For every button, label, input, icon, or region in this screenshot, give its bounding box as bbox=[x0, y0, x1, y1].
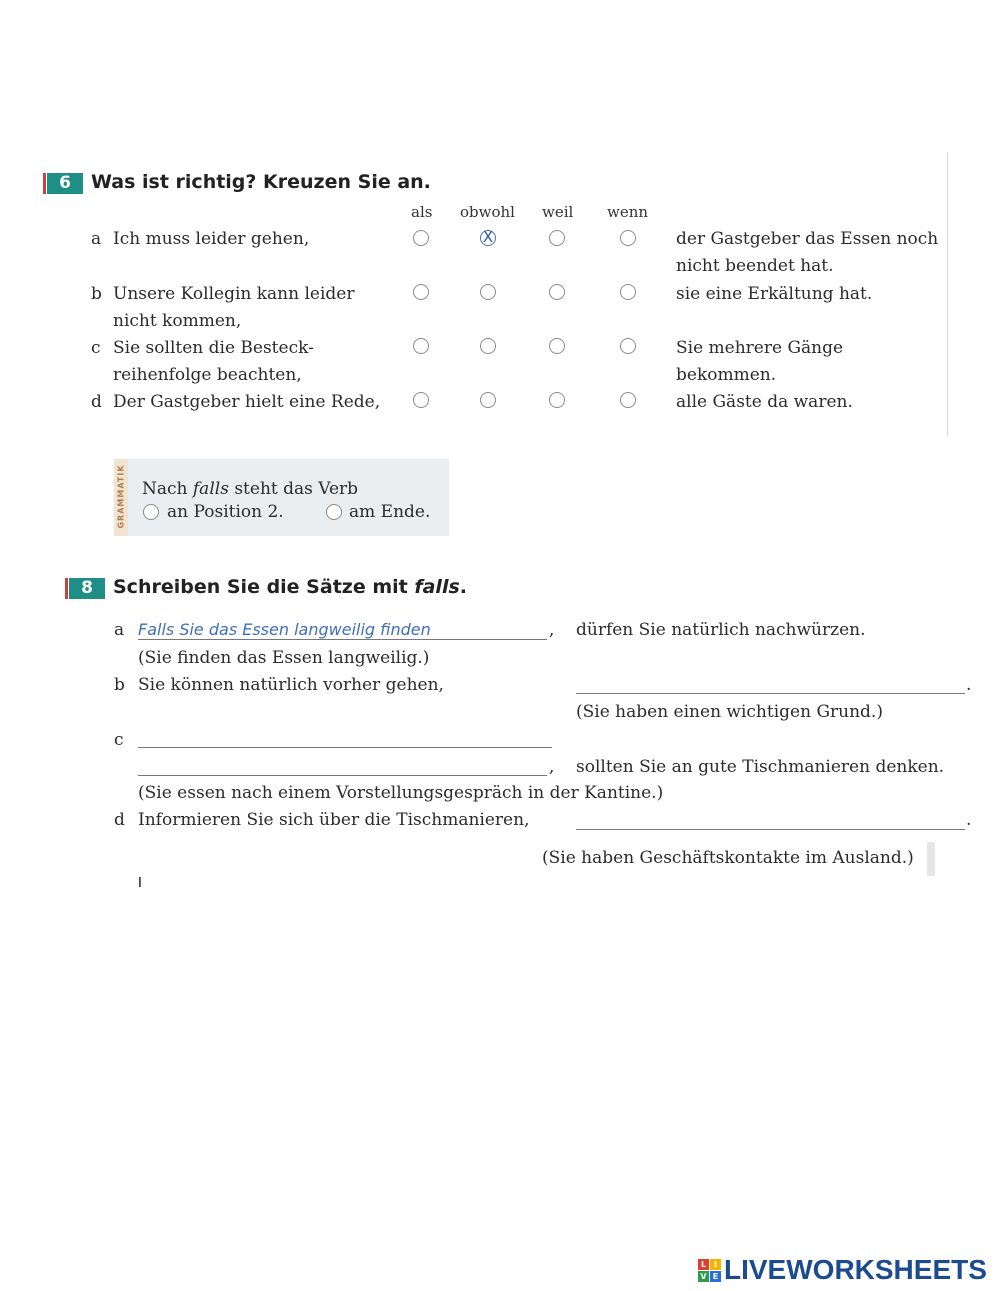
column-header-als: als bbox=[411, 203, 433, 221]
row-d-radio-als[interactable] bbox=[413, 392, 429, 408]
row-c-radio-wenn[interactable] bbox=[620, 338, 636, 354]
grammar-rule-prefix: Nach bbox=[142, 479, 193, 499]
grammar-rule-suffix: steht das Verb bbox=[228, 479, 359, 499]
row-c-letter: c bbox=[91, 338, 101, 358]
item-d-letter: d bbox=[114, 810, 125, 830]
column-header-weil: weil bbox=[542, 203, 574, 221]
logo-icon-i: I bbox=[710, 1259, 721, 1270]
item-b-hint: (Sie haben einen wichtigen Grund.) bbox=[576, 702, 883, 722]
grammar-rule bbox=[142, 479, 358, 499]
item-c-answer-input-1[interactable] bbox=[138, 747, 552, 748]
row-d-radio-obwohl[interactable] bbox=[480, 392, 496, 408]
item-a-main: dürfen Sie natürlich nachwürzen. bbox=[576, 620, 866, 640]
item-c-comma: , bbox=[549, 757, 555, 777]
item-a-answer-input[interactable]: Falls Sie das Essen langweilig finden bbox=[138, 620, 431, 639]
item-b-letter: b bbox=[114, 675, 125, 695]
row-b-radio-wenn[interactable] bbox=[620, 284, 636, 300]
item-c-answer-input-2[interactable] bbox=[138, 775, 547, 776]
row-a-letter: a bbox=[91, 229, 102, 249]
grammar-tag bbox=[112, 462, 130, 530]
exercise-6-title: Was ist richtig? Kreuzen Sie an. bbox=[91, 171, 431, 193]
item-b-main: Sie können natürlich vorher gehen, bbox=[138, 675, 444, 695]
logo-icon-e: E bbox=[710, 1271, 721, 1282]
row-c-start-1: Sie sollten die Besteck- bbox=[113, 338, 314, 358]
grammar-rule-keyword: falls bbox=[192, 479, 229, 499]
exercise-8-title-prefix: Schreiben Sie die Sätze mit bbox=[113, 576, 415, 598]
row-c-end-2: bekommen. bbox=[676, 365, 777, 385]
row-b-radio-obwohl[interactable] bbox=[480, 284, 496, 300]
item-d-answer-input[interactable] bbox=[576, 829, 965, 830]
logo-icon bbox=[698, 1259, 721, 1282]
row-d-letter: d bbox=[91, 392, 102, 412]
exercise-8-number: 8 bbox=[69, 578, 105, 599]
item-d-period: . bbox=[966, 810, 972, 830]
exercise-8-title-keyword: falls bbox=[414, 576, 460, 598]
item-c-hint: (Sie essen nach einem Vorstellungsgespräch in der Kantine.) bbox=[138, 783, 664, 803]
item-d-hint: (Sie haben Geschäftskontakte im Ausland.) bbox=[542, 848, 914, 868]
row-b-end: sie eine Erkältung hat. bbox=[676, 284, 873, 304]
item-b-answer-input[interactable] bbox=[576, 693, 965, 694]
item-d-main: Informieren Sie sich über die Tischmanieren, bbox=[138, 810, 530, 830]
row-b-start-1: Unsere Kollegin kann leider bbox=[113, 284, 355, 304]
column-header-wenn: wenn bbox=[607, 203, 649, 221]
row-c-end-1: Sie mehrere Gänge bbox=[676, 338, 844, 358]
row-d-radio-weil[interactable] bbox=[549, 392, 565, 408]
column-header-obwohl: obwohl bbox=[460, 203, 515, 221]
row-d-start: Der Gastgeber hielt eine Rede, bbox=[113, 392, 381, 412]
row-a-start: Ich muss leider gehen, bbox=[113, 229, 310, 249]
grammar-option-position-2: an Position 2. bbox=[167, 502, 284, 522]
row-c-radio-obwohl[interactable] bbox=[480, 338, 496, 354]
item-a-letter: a bbox=[114, 620, 125, 640]
item-a-answer-line bbox=[138, 639, 547, 640]
exercise-8-title-suffix: . bbox=[459, 576, 467, 598]
item-c-letter: c bbox=[114, 730, 124, 750]
liveworksheets-logo[interactable] bbox=[698, 1255, 987, 1285]
row-d-radio-wenn[interactable] bbox=[620, 392, 636, 408]
row-c-start-2: reihenfolge beachten, bbox=[113, 365, 302, 385]
row-a-radio-als[interactable] bbox=[413, 230, 429, 246]
row-a-end-2: nicht beendet hat. bbox=[676, 256, 834, 276]
item-c-main: sollten Sie an gute Tischmanieren denken. bbox=[576, 757, 945, 777]
row-c-radio-weil[interactable] bbox=[549, 338, 565, 354]
logo-text: LIVEWORKSHEETS bbox=[724, 1254, 987, 1285]
page-edge-line bbox=[947, 152, 948, 436]
row-a-end-1: der Gastgeber das Essen noch bbox=[676, 229, 939, 249]
text-cursor: I bbox=[138, 876, 142, 891]
row-d-end: alle Gäste da waren. bbox=[676, 392, 853, 412]
grammar-option-end: am Ende. bbox=[349, 502, 431, 522]
row-b-radio-als[interactable] bbox=[413, 284, 429, 300]
row-c-radio-als[interactable] bbox=[413, 338, 429, 354]
scroll-marker bbox=[927, 842, 935, 876]
grammar-tag-label: GRAMMATIK bbox=[116, 463, 126, 529]
row-b-start-2: nicht kommen, bbox=[113, 311, 242, 331]
row-b-radio-weil[interactable] bbox=[549, 284, 565, 300]
row-a-radio-weil[interactable] bbox=[549, 230, 565, 246]
grammar-radio-end[interactable] bbox=[326, 504, 342, 520]
logo-icon-v: V bbox=[698, 1271, 709, 1282]
exercise-6-number: 6 bbox=[47, 173, 83, 194]
item-a-hint: (Sie finden das Essen langweilig.) bbox=[138, 648, 430, 668]
item-b-period: . bbox=[966, 675, 972, 695]
exercise-8-title bbox=[113, 576, 467, 598]
row-a-radio-obwohl[interactable] bbox=[480, 230, 496, 246]
logo-icon-l: L bbox=[698, 1259, 709, 1270]
row-b-letter: b bbox=[91, 284, 102, 304]
row-a-check-mark: X bbox=[482, 228, 494, 246]
item-a-comma: , bbox=[549, 620, 555, 640]
row-a-radio-wenn[interactable] bbox=[620, 230, 636, 246]
grammar-radio-position-2[interactable] bbox=[143, 504, 159, 520]
